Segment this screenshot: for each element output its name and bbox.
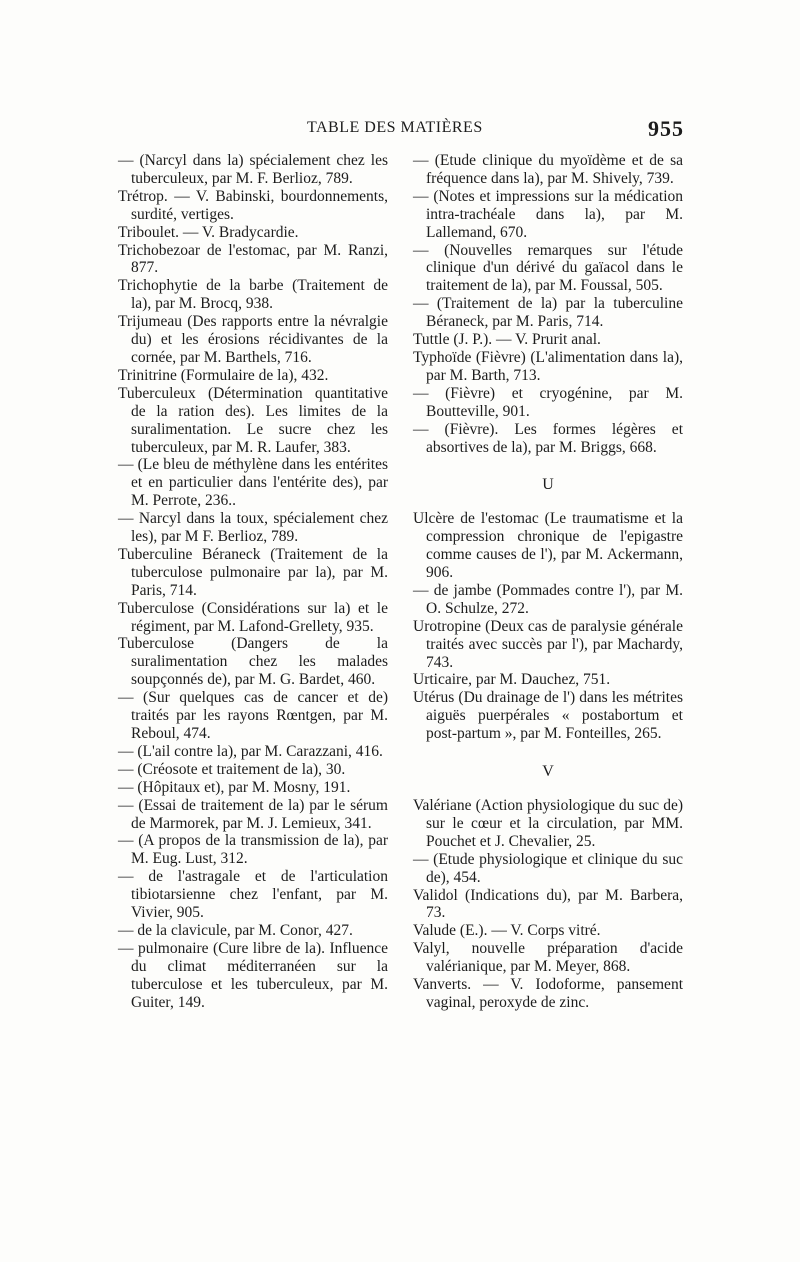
index-entry: Urticaire, par M. Dauchez, 751. (413, 671, 611, 689)
index-entry: Trichophytie de la barbe (Traitement de la), par M. Brocq, 938. (118, 277, 388, 313)
index-entry: — (Etude physiologique et clinique du suc de), 454. (413, 850, 683, 886)
index-entry: — (Essai de traitement de la) par le sérum de Marmorek, par M. J. Lemieux, 341. (118, 796, 388, 832)
index-entry: Typhoïde (Fièvre) (L'alimentation dans la), par M. Barth, 713. (413, 348, 683, 384)
index-entry: — (Notes et impressions sur la médication intra-trachéale dans la), par M. Lallemand, 670. (413, 187, 683, 241)
index-entry: — (Fièvre) et cryogénine, par M. Boutteville, 901. (413, 384, 683, 420)
index-entry: Validol (Indications du), par M. Barbera, 73. (413, 886, 683, 922)
index-entry: Utérus (Du drainage de l') dans les métrites aiguës puerpérales « postabortum et post-partum », par M. Fonteilles, 265. (413, 689, 683, 743)
index-entry: — (Nouvelles remarques sur l'étude clinique d'un dérivé du gaïacol dans le traitement de la), par M. Foussal, 505. (413, 241, 683, 295)
index-entry: — de la clavicule, par M. Conor, 427. (118, 921, 353, 939)
page-header (118, 116, 684, 142)
index-entry: Tuberculeux (Détermination quantitative de la ration des). Les limites de la suralimentation. Le sucre chez les tuberculeux, par M. R. Laufer, 383. (118, 384, 388, 456)
index-entry: Valériane (Action physiologique du suc de) sur le cœur et la circulation, par MM. Pouchet et J. Chevalier, 25. (413, 797, 683, 850)
index-entry: Trinitrine (Formulaire de la), 432. (118, 366, 329, 384)
index-entry: Valude (E.). — V. Corps vitré. (413, 922, 601, 940)
index-entry: — (Sur quelques cas de cancer et de) traités par les rayons Rœntgen, par M. Reboul, 474. (118, 689, 388, 742)
index-entry: Tuberculose (Dangers de la suralimentation chez les malades soupçonnés de), par M. G. Bardet, 460. (118, 635, 388, 689)
index-entry: Trijumeau (Des rapports entre la névralgie du) et les érosions récidivantes de la cornée, par M. Barthels, 716. (118, 313, 388, 366)
section-heading-v: V (542, 763, 554, 781)
index-entry: — (Le bleu de méthylène dans les entérites et en particulier dans l'entérite des), par M. Perrote, 236.. (118, 456, 388, 510)
index-entry: — (Narcyl dans la) spécialement chez les tuberculeux, par M. F. Berlioz, 789. (118, 152, 388, 187)
index-entry: Tuberculine Béraneck (Traitement de la tuberculose pulmonaire par la), par M. Paris, 714. (118, 545, 388, 599)
index-entry: Tuttle (J. P.). — V. Prurit anal. (413, 331, 601, 349)
index-entry: Ulcère de l'estomac (Le traumatisme et la compression chronique de l'epigastre comme causes de l'), par M. Ackermann, 906. (413, 510, 683, 582)
index-entry: Vanverts. — V. Iodoforme, pansement vaginal, peroxyde de zinc. (413, 976, 683, 1011)
index-entry: — (Fièvre). Les formes légères et absortives de la), par M. Briggs, 668. (413, 420, 683, 456)
running-title: TABLE DES MATIÈRES (307, 119, 483, 136)
index-entry: Triboulet. — V. Bradycardie. (118, 223, 299, 241)
section-heading-u: U (542, 476, 554, 494)
right-column (413, 152, 683, 1012)
index-entry: Valyl, nouvelle préparation d'acide valérianique, par M. Meyer, 868. (413, 940, 683, 976)
index-entry: — (L'ail contre la), par M. Carazzani, 416. (118, 742, 383, 760)
left-column (118, 152, 388, 1012)
index-entry: Tuberculose (Considérations sur la) et le régiment, par M. Lafond-Grellety, 935. (118, 599, 388, 635)
index-entry: — pulmonaire (Cure libre de la). Influence du climat méditerranéen sur la tuberculose et les tuberculeux, par M. Guiter, 149. (118, 939, 388, 1011)
index-entry: — (Etude clinique du myoïdème et de sa fréquence dans la), par M. Shively, 739. (413, 152, 683, 187)
index-entry: — (A propos de la transmission de la), par M. Eug. Lust, 312. (118, 832, 388, 868)
index-entry: — Narcyl dans la toux, spécialement chez les), par M F. Berlioz, 789. (118, 510, 388, 546)
index-entry: — (Hôpitaux et), par M. Mosny, 191. (118, 778, 351, 796)
index-entry: — (Traitement de la) par la tuberculine Béraneck, par M. Paris, 714. (413, 295, 683, 331)
index-entry: — de jambe (Pommades contre l'), par M. O. Schulze, 272. (413, 581, 683, 617)
index-entry: — (Créosote et traitement de la), 30. (118, 760, 346, 778)
index-entry: Trichobezoar de l'estomac, par M. Ranzi, 877. (118, 241, 388, 277)
index-entry: — de l'astragale et de l'articulation tibiotarsienne chez l'enfant, par M. Vivier, 905. (118, 868, 388, 922)
page-number: 955 (648, 116, 684, 141)
index-entry: Trétrop. — V. Babinski, bourdonnements, surdité, vertiges. (118, 187, 388, 223)
index-entry: Urotropine (Deux cas de paralysie générale traités avec succès par l'), par Machardy, 743. (413, 617, 683, 671)
